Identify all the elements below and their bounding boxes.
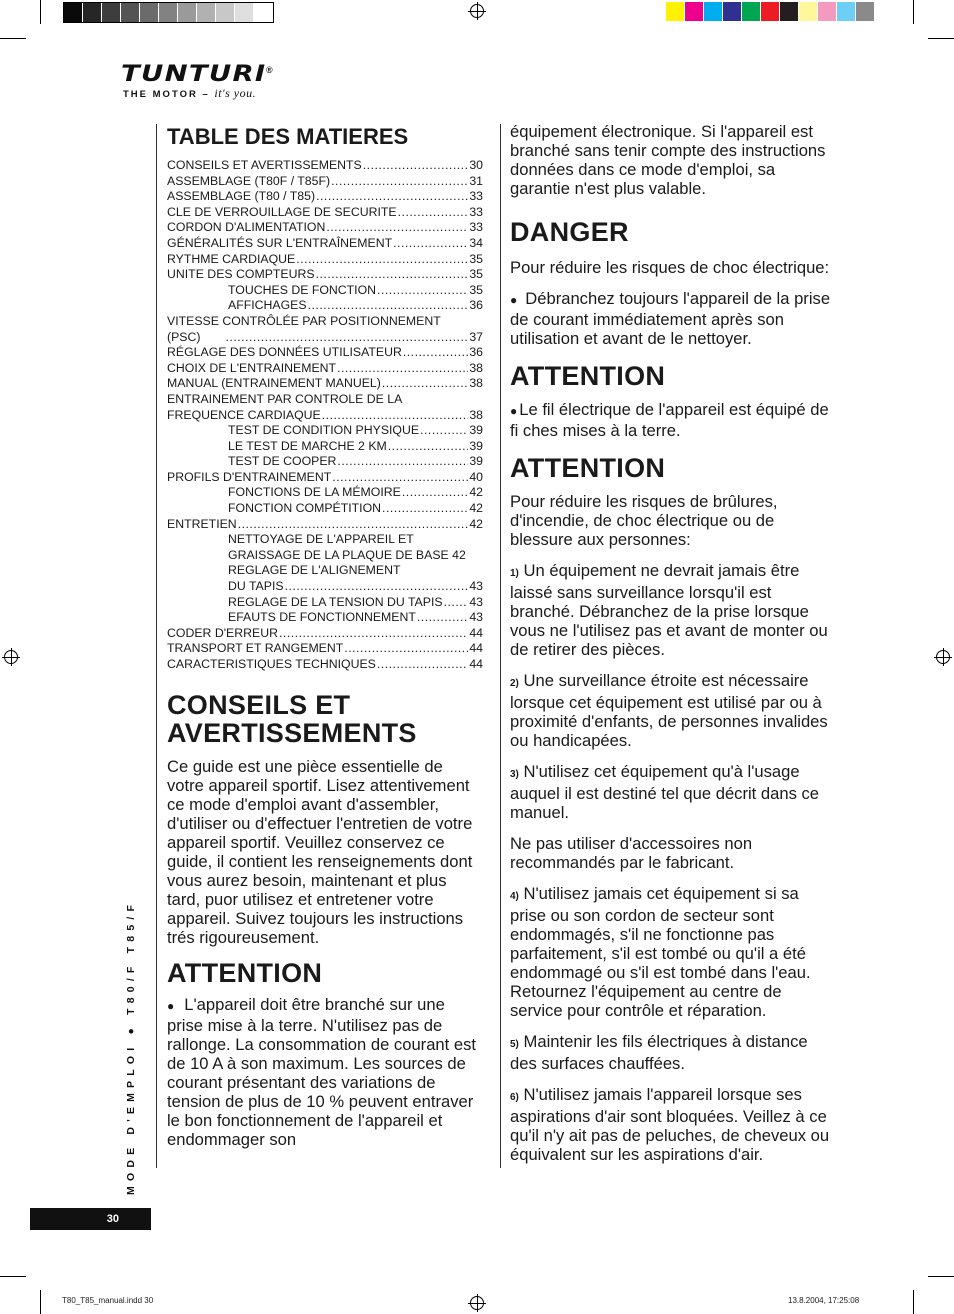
attention-list-item: 1) Un équipement ne devrait jamais être laissé sans surveillance lorsqu'il est branché. Débranchez de la prise lorsque vous ne l'utilisez pas et avant de monter ou de retirer des pièces.: [510, 561, 828, 659]
toc-leader: [444, 595, 469, 611]
toc-entry: GRAISSAGE DE LA PLAQUE DE BASE 42: [228, 547, 466, 562]
toc-leader: [388, 439, 469, 455]
toc-entry: CLE DE VERROUILLAGE DE SECURITE ..... 33: [167, 205, 483, 221]
toc-entry: ASSEMBLAGE (T80 / T85) ..... 33: [167, 189, 483, 205]
color-swatch: [64, 3, 83, 22]
toc-leader: [398, 205, 469, 221]
toc-leader: [279, 626, 468, 642]
toc-entry: REGLAGE DE LA TENSION DU TAPIS ..... 43: [167, 595, 483, 611]
crop-mark: [913, 0, 914, 24]
continuation-text: équipement électronique. Si l'appareil est branché sans tenir compte des instructions données dans ce mode d'emploi, sa garantie n'est plus valable.: [510, 122, 826, 198]
attention-intro-3: Pour réduire les risques de brûlures, d'incendie, de choc électrique ou de blessure aux personnes:: [510, 492, 778, 549]
danger-heading: DANGER: [510, 217, 629, 247]
date-slug: 13.8.2004, 17:25:08: [788, 1296, 860, 1305]
item-number: 2): [510, 678, 519, 689]
registration-mark-icon: [4, 650, 18, 664]
toc-heading: TABLE DES MATIERES: [167, 124, 409, 149]
crop-mark: [913, 1290, 914, 1314]
attention-section-1: [167, 959, 483, 1149]
toc-entry: CORDON D'ALIMENTATION ..... 33: [167, 220, 483, 236]
toc-entry: TOUCHES DE FONCTION ..... 35: [167, 283, 483, 299]
attention-body: ● L'appareil doit être branché sur une prise mise à la terre. N'utilisez pas de rallonge. La consommation de courant est de 10 A à son maximum. Les sources de courant présentant des variations de tension de plus de 10 % peuvent entraver le bon fonctionnement de l'appareil et endommager son: [167, 994, 477, 1149]
color-swatch: [121, 3, 140, 22]
color-swatch: [837, 2, 856, 21]
toc-leader: [337, 454, 468, 470]
toc-leader: [377, 657, 468, 673]
file-slug: T80_T85_manual.indd 30: [62, 1296, 154, 1305]
conseils-body: Ce guide est une pièce essentielle de votre appareil sportif. Lisez attentivement ce mode d'emploi avant d'assembler, d'utiliser ou d'effectuer l'entretien de votre appareil sportif. Veuillez conservez ce guide, il contient les renseignements dont vous aurez besoin, maintenant et plus tard, puor utilisez et entretener votre appareil. Suivez toujours les instructions trés rigoureusement.: [167, 756, 473, 947]
toc-leader: [331, 174, 468, 190]
color-swatch: [140, 3, 159, 22]
toc-leader: [322, 408, 469, 424]
color-swatch: [159, 3, 178, 22]
color-swatch: [666, 2, 685, 21]
page-number: 30: [30, 1208, 151, 1230]
item-number: 5): [510, 1039, 519, 1050]
toc-leader: [316, 267, 469, 283]
toc-entry: ENTRAINEMENT PAR CONTROLE DE LA FREQUENCE CARDIAQUE ..... 38: [167, 392, 483, 423]
crop-mark: [928, 1276, 954, 1277]
color-swatch: [799, 2, 818, 21]
toc-leader: [420, 423, 468, 439]
attention-heading-3: ATTENTION: [510, 453, 666, 483]
toc-leader: [377, 283, 468, 299]
toc-leader: [402, 485, 468, 501]
toc-entry: TEST DE COOPER ..... 39: [167, 454, 483, 470]
color-swatch: [216, 3, 235, 22]
toc-leader: [225, 330, 468, 346]
color-swatch: [102, 3, 121, 22]
toc-entry: NETTOYAGE DE L'APPAREIL ET: [228, 532, 414, 547]
right-column: [510, 122, 832, 1164]
toc-leader: [326, 220, 468, 236]
toc-entry: ENTRETIEN ..... 42: [167, 517, 483, 533]
toc-leader: [308, 298, 469, 314]
toc-leader: [296, 252, 468, 268]
toc-entry: CODER D'ERREUR ..... 44: [167, 626, 483, 642]
table-of-contents: [167, 158, 483, 673]
toc-leader: [382, 501, 468, 517]
toc-entry: CARACTERISTIQUES TECHNIQUES ..... 44: [167, 657, 483, 673]
toc-leader: [382, 376, 468, 392]
attention-list-item: Ne pas utiliser d'accessoires non recommandés par le fabricant.: [510, 834, 753, 872]
crop-mark: [928, 38, 954, 39]
attention-item-2: ● Le fil électrique de l'appareil est équipé de fi ches mises à la terre.: [510, 400, 829, 440]
side-running-title: MODE D'EMPLOI ● T80/F T85/F: [125, 899, 137, 1195]
brand-logo: TUNTURI: [121, 62, 267, 87]
color-swatch: [856, 2, 875, 21]
color-swatch: [818, 2, 837, 21]
item-number: 6): [510, 1092, 519, 1103]
item-number: 3): [510, 769, 519, 780]
crop-mark: [40, 1290, 41, 1314]
crop-mark: [40, 0, 41, 24]
color-swatch: [704, 2, 723, 21]
toc-entry: ASSEMBLAGE (T80F / T85F) ..... 31: [167, 174, 483, 190]
toc-leader: [403, 345, 468, 361]
registration-mark-icon: [936, 650, 950, 664]
color-swatch: [197, 3, 216, 22]
toc-entry: VITESSE CONTRÔLÉE PAR POSITIONNEMENT (PSC) ..... 37: [167, 314, 483, 345]
crop-mark: [0, 1276, 26, 1277]
toc-leader: [332, 470, 468, 486]
attention-list-item: 3) N'utilisez cet équipement qu'à l'usage auquel il est destiné tel que décrit dans ce manuel.: [510, 762, 820, 822]
toc-entry: TRANSPORT ET RANGEMENT ..... 44: [167, 641, 483, 657]
bullet-icon: ●: [167, 998, 175, 1013]
toc-entry: CONSEILS ET AVERTISSEMENTS ..... 30: [167, 158, 483, 174]
toc-leader: [337, 361, 468, 377]
attention-list: [510, 561, 832, 1164]
danger-item: ● Débranchez toujours l'appareil de la prise de courant immédiatement après son utilisation et avant de le nettoyer.: [510, 289, 831, 348]
toc-leader: [393, 236, 468, 252]
brand-tagline: THE MOTOR – it's you.: [123, 86, 257, 100]
color-swatch: [780, 2, 799, 21]
attention-list-item: 6) N'utilisez jamais l'appareil lorsque ses aspirations d'air sont bloquées. Veillez à ce qu'il n'y ait pas de peluches, de cheveux ou équivalent sur les aspirations d'air.: [510, 1085, 830, 1164]
bullet-icon: ●: [510, 404, 518, 418]
left-column: [167, 126, 483, 1149]
registration-mark-icon: [470, 1296, 484, 1310]
attention-list-item: 4) N'utilisez jamais cet équipement si sa prise ou son cordon de secteur sont endommagés, s'il ne fonctionne pas parfaitement, s'il est tombé ou qu'il a été endommagé ou s'il est tombé dans l'eau. Retournez l'équipement au centre de service pour contrôle et réparation.: [510, 884, 811, 1020]
color-swatch: [235, 3, 254, 22]
toc-entry: RYTHME CARDIAQUE ..... 35: [167, 252, 483, 268]
color-swatch: [254, 3, 273, 22]
color-swatch: [761, 2, 780, 21]
toc-leader: [238, 517, 469, 533]
bullet-icon: ●: [510, 293, 518, 307]
crop-mark: [0, 38, 26, 39]
toc-entry: CHOIX DE L'ENTRAINEMENT ..... 38: [167, 361, 483, 377]
color-swatch: [178, 3, 197, 22]
toc-leader: [344, 641, 468, 657]
conseils-heading: CONSEILS ET AVERTISSEMENTS: [167, 689, 417, 748]
attention-list-item: 5) Maintenir les fils électriques à distance des surfaces chauffées.: [510, 1032, 808, 1073]
toc-leader: [417, 610, 468, 626]
toc-leader: [285, 579, 469, 595]
toc-entry: GÉNÉRALITÉS SUR L'ENTRAÎNEMENT ..... 34: [167, 236, 483, 252]
toc-entry: UNITE DES COMPTEURS ..... 35: [167, 267, 483, 283]
toc-entry: EFAUTS DE FONCTIONNEMENT ..... 43: [167, 610, 483, 626]
toc-entry: FONCTIONS DE LA MÉMOIRE ..... 42: [167, 485, 483, 501]
danger-intro: Pour réduire les risques de choc électrique:: [510, 258, 830, 277]
toc-entry: TEST DE CONDITION PHYSIQUE ..... 39: [167, 423, 483, 439]
column-rule: [500, 124, 501, 1168]
registered-mark: ®: [266, 65, 273, 75]
attention-list-item: 2) Une surveillance étroite est nécessaire lorsque cet équipement est utilisé par ou à proximité d'enfants, de personnes invalides ou handicapées.: [510, 671, 828, 750]
registration-mark-icon: [470, 4, 484, 18]
toc-entry: DU TAPIS ..... 43: [167, 579, 483, 595]
color-swatch: [685, 2, 704, 21]
item-number: 4): [510, 891, 519, 902]
toc-leader: [363, 158, 469, 174]
toc-leader: [316, 189, 468, 205]
grayscale-bar: [63, 2, 274, 23]
color-swatch: [83, 3, 102, 22]
toc-entry: LE TEST DE MARCHE 2 KM ..... 39: [167, 439, 483, 455]
toc-entry: RÉGLAGE DES DONNÉES UTILISATEUR ..... 36: [167, 345, 483, 361]
attention-heading: ATTENTION: [167, 957, 323, 988]
color-swatch: [742, 2, 761, 21]
item-number: 1): [510, 568, 519, 579]
color-bar: [666, 2, 875, 21]
toc-entry: MANUAL (ENTRAINEMENT MANUEL) ..... 38: [167, 376, 483, 392]
column-rule: [156, 124, 157, 1168]
toc-entry: FONCTION COMPÉTITION ..... 42: [167, 501, 483, 517]
toc-entry: REGLAGE DE L'ALIGNEMENT: [228, 563, 401, 578]
color-swatch: [723, 2, 742, 21]
conseils-section: [167, 691, 483, 947]
toc-entry: PROFILS D'ENTRAINEMENT ..... 40: [167, 470, 483, 486]
toc-entry: AFFICHAGES ..... 36: [167, 298, 483, 314]
attention-heading-2: ATTENTION: [510, 361, 666, 391]
